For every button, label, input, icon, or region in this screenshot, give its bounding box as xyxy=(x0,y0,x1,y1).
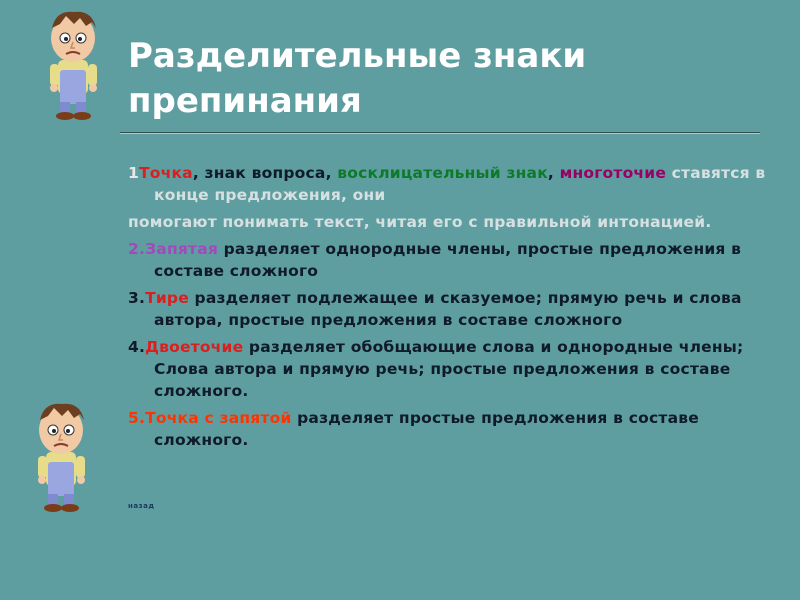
item-text: разделяет однородные члены, простые предложения в составе сложного xyxy=(154,240,742,280)
slide-body xyxy=(128,162,768,456)
slide-title xyxy=(128,34,768,124)
list-item-5 xyxy=(128,407,768,451)
item-number: 2. xyxy=(128,240,146,258)
list-item-1-continuation xyxy=(128,211,768,233)
term-dash: Тире xyxy=(145,289,189,307)
item-number: 5. xyxy=(128,409,146,427)
term-semicolon: Точка с запятой xyxy=(145,409,292,427)
item-text: разделяет простые предложения в составе сложного. xyxy=(154,409,699,449)
item-text: ставятся в конце предложения, они xyxy=(154,164,766,204)
item-number: 1 xyxy=(128,164,139,182)
cartoon-boy-icon xyxy=(24,400,100,512)
term-colon: Двоеточие xyxy=(145,338,244,356)
list-item-1 xyxy=(128,162,768,206)
title-line-1: Разделительные знаки xyxy=(128,36,587,76)
term-comma: Запятая xyxy=(145,240,219,258)
item-text: разделяет подлежащее и сказуемое; прямую речь и слова автора, простые предложения в составе сложного xyxy=(154,289,742,329)
title-divider xyxy=(120,132,760,134)
list-item-2 xyxy=(128,238,768,282)
item-text: разделяет обобщающие слова и однородные члены; Слова автора и прямую речь; простые предложения в составе сложного. xyxy=(154,338,744,400)
item-number: 4. xyxy=(128,338,146,356)
list-item-3 xyxy=(128,287,768,331)
list-item-4 xyxy=(128,336,768,402)
cartoon-boy-icon xyxy=(36,8,112,120)
item-text: , знак вопроса, xyxy=(192,164,338,182)
title-line-2: препинания xyxy=(128,81,362,121)
term-ellipsis: многоточие xyxy=(559,164,667,182)
item-text: , xyxy=(547,164,555,182)
back-link[interactable]: назад xyxy=(128,502,155,510)
item-text: помогают понимать текст, читая его с правильной интонацией. xyxy=(128,213,712,231)
item-number: 3. xyxy=(128,289,146,307)
term-exclamation: восклицательный знак xyxy=(337,164,548,182)
term-tochka: Точка xyxy=(139,164,193,182)
